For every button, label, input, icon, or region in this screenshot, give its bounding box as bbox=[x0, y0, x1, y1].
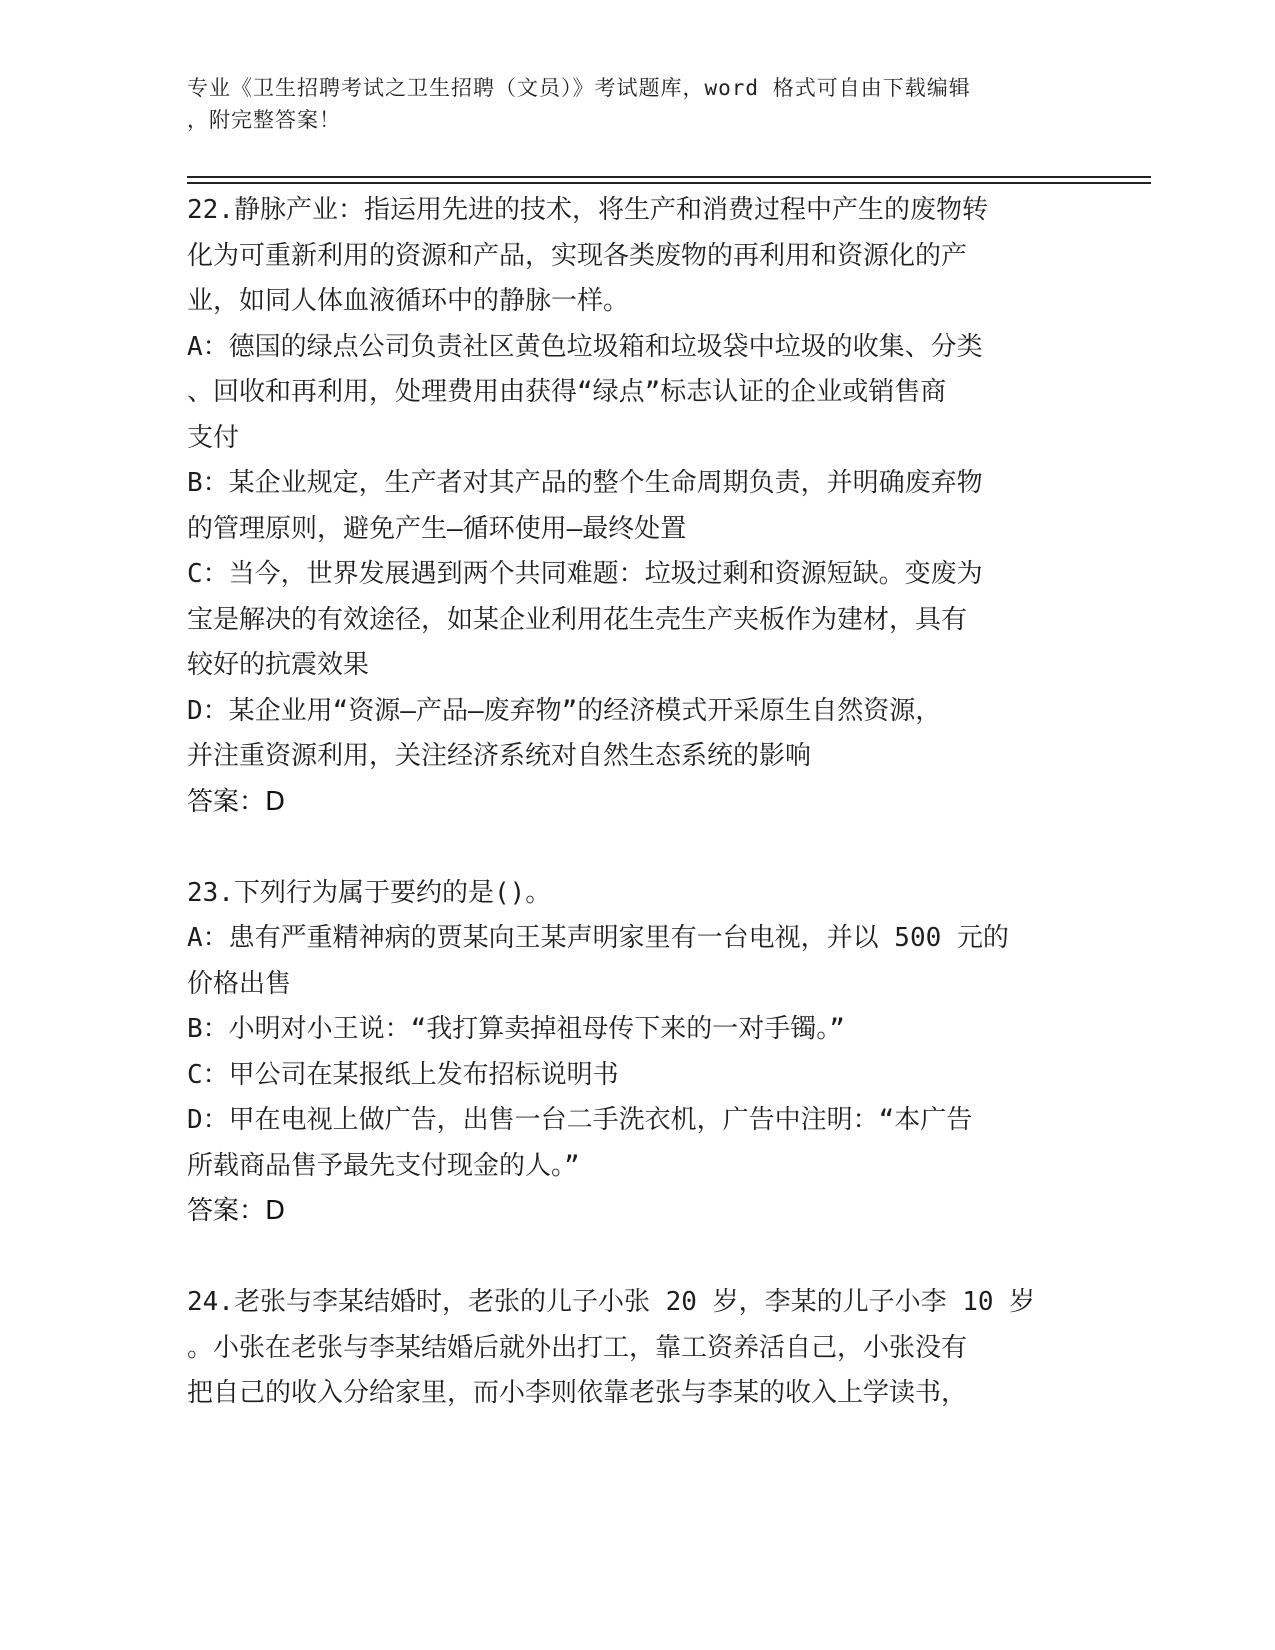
question-stem-line: 业，如同人体血液循环中的静脉一样。 bbox=[187, 286, 630, 316]
option-line: 支付 bbox=[187, 422, 240, 453]
question-stem-line: 。小张在老张与李某结婚后就外出打工，靠工资养活自己，小张没有 bbox=[187, 1332, 968, 1363]
question-list bbox=[187, 188, 1087, 1417]
answer-label: 答案：D bbox=[187, 786, 286, 817]
option-b bbox=[187, 1007, 1087, 1053]
question-stem-line: 22.静脉产业：指运用先进的技术，将生产和消费过程中产生的废物转 bbox=[187, 195, 988, 225]
question-gap bbox=[187, 825, 1087, 871]
option-line: 宝是解决的有效途径，如某企业利用花生壳生产夹板作为建材，具有 bbox=[187, 604, 968, 635]
question-stem-line: 24.老张与李某结婚时，老张的儿子小张 20 岁，李某的儿子小李 10 岁 bbox=[187, 1287, 1036, 1317]
option-line: 价格出售 bbox=[187, 968, 292, 999]
question-23 bbox=[187, 871, 1087, 1235]
option-line: D：某企业用“资源—产品—废弃物”的经济模式开采原生自然资源， bbox=[187, 695, 942, 726]
option-line: 较好的抗震效果 bbox=[187, 650, 370, 680]
option-line: 的管理原则，避免产生—循环使用—最终处置 bbox=[187, 513, 687, 544]
question-gap bbox=[187, 1235, 1087, 1281]
option-c bbox=[187, 552, 1087, 689]
option-line: 并注重资源利用，关注经济系统对自然生态系统的影响 bbox=[187, 741, 812, 771]
question-24 bbox=[187, 1280, 1087, 1417]
question-stem-line: 化为可重新利用的资源和产品，实现各类废物的再利用和资源化的产 bbox=[187, 240, 968, 271]
option-line: C：当今，世界发展遇到两个共同难题：垃圾过剩和资源短缺。变废为 bbox=[187, 559, 983, 589]
header-rule-top bbox=[187, 176, 1151, 178]
question-stem-line: 把自己的收入分给家里，而小李则依靠老张与李某的收入上学读书， bbox=[187, 1378, 968, 1408]
header-rule-bottom bbox=[187, 182, 1151, 184]
option-b bbox=[187, 461, 1087, 552]
header-line-1: 专业《卫生招聘考试之卫生招聘（文员）》考试题库，word 格式可自由下载编辑 bbox=[187, 76, 971, 100]
option-line: B：某企业规定，生产者对其产品的整个生命周期负责，并明确废弃物 bbox=[187, 468, 983, 498]
option-line: B：小明对小王说：“我打算卖掉祖母传下来的一对手镯。” bbox=[187, 1014, 845, 1044]
option-a bbox=[187, 325, 1087, 462]
option-d bbox=[187, 1098, 1087, 1189]
option-line: A：德国的绿点公司负责社区黄色垃圾箱和垃圾袋中垃圾的收集、分类 bbox=[187, 331, 983, 362]
option-line: 、回收和再利用，处理费用由获得“绿点”标志认证的企业或销售商 bbox=[187, 377, 947, 407]
option-d bbox=[187, 689, 1087, 780]
option-c bbox=[187, 1053, 1087, 1099]
option-line: 所载商品售予最先支付现金的人。” bbox=[187, 1150, 580, 1181]
question-stem-line: 23.下列行为属于要约的是()。 bbox=[187, 877, 552, 908]
document-header bbox=[187, 72, 1087, 136]
option-line: D：甲在电视上做广告，出售一台二手洗衣机，广告中注明：“本广告 bbox=[187, 1105, 973, 1135]
answer-label: 答案：D bbox=[187, 1196, 286, 1226]
option-a bbox=[187, 916, 1087, 1007]
option-line: A：患有严重精神病的贾某向王某声明家里有一台电视，并以 500 元的 bbox=[187, 923, 1009, 953]
question-22 bbox=[187, 188, 1087, 825]
option-line: C：甲公司在某报纸上发布招标说明书 bbox=[187, 1059, 619, 1090]
header-line-2: ，附完整答案！ bbox=[187, 108, 341, 132]
